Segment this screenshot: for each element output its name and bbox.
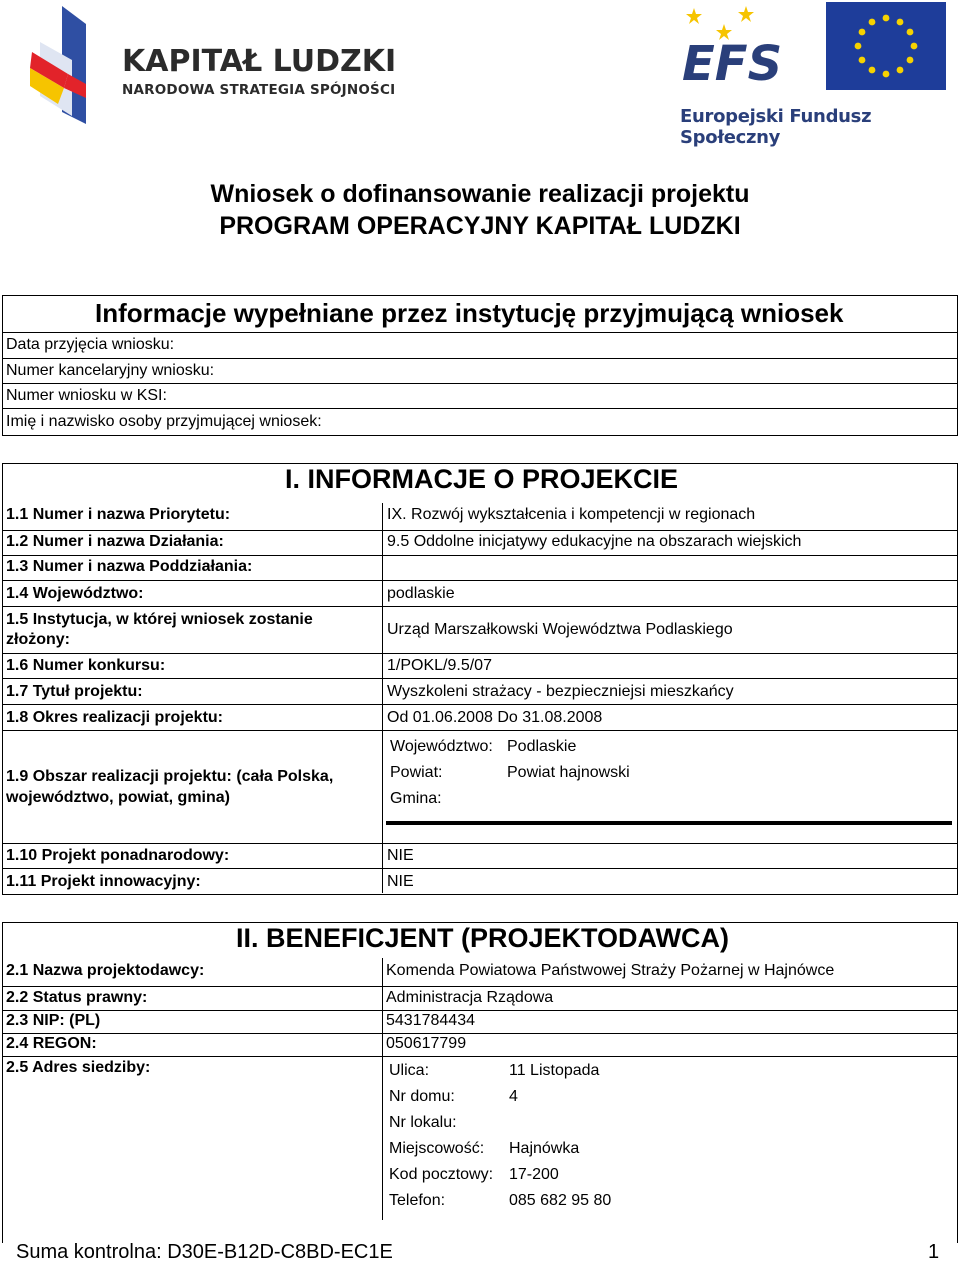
s1-label-1-5: 1.5 Instytucja, w której wniosek zostanie [6,611,313,628]
section1-header: I. INFORMACJE O PROJEKCIE [285,464,679,494]
s2-label-2-2: 2.2 Status prawny: [6,989,148,1006]
efs-emblem [680,2,820,92]
area-gmina-label: Gmina: [390,790,442,807]
s1-label-1-4: 1.4 Województwo: [6,585,144,602]
s1-value-1-5: Urząd Marszałkowski Województwa Podlaskiego [387,621,733,638]
s1-value-1-8: Od 01.06.2008 Do 31.08.2008 [387,709,603,726]
s1-label-1-7: 1.7 Tytuł projektu: [6,683,143,700]
s2-label-2-4: 2.4 REGON: [6,1035,97,1052]
document-title: Wniosek o dofinansowanie realizacji projektu [210,180,750,208]
eu-flag [826,2,946,90]
s1-label-1-6: 1.6 Numer konkursu: [6,657,166,674]
s1-label-1-1: 1.1 Numer i nazwa Priorytetu: [6,506,231,523]
footer-checksum: Suma kontrolna: D30E-B12D-C8BD-EC1E [16,1241,393,1263]
s1-label-1-10: 1.10 Projekt ponadnarodowy: [6,847,230,864]
svg-text:EFS: EFS [682,36,783,92]
program-title: PROGRAM OPERACYJNY KAPITAŁ LUDZKI [219,212,741,240]
s1-label-1-11: 1.11 Projekt innowacyjny: [6,873,201,890]
section2-header: II. BENEFICJENT (PROJEKTODAWCA) [236,923,730,953]
kapital-ludzki-title: KAPITAŁ LUDZKI [122,44,397,79]
addr-street-label: Ulica: [389,1062,430,1079]
intake-row-number: Numer kancelaryjny wniosku: [6,362,215,379]
kapital-ludzki-logo [28,4,118,129]
addr-phone-label: Telefon: [389,1192,446,1209]
area-woj-label: Województwo: [390,738,493,755]
addr-phone-value: 085 682 95 80 [509,1192,612,1209]
s2-label-2-5: 2.5 Adres siedziby: [6,1059,151,1076]
addr-house-label: Nr domu: [389,1088,455,1105]
addr-city-value: Hajnówka [509,1140,580,1157]
s1-value-1-10: NIE [387,847,414,864]
intake-header: Informacje wypełniane przez instytucję przyjmującą wniosek [95,298,844,328]
s1-label-1-9-cont: województwo, powiat, gmina) [6,789,230,806]
s1-label-1-8: 1.8 Okres realizacji projektu: [6,709,223,726]
s1-label-1-3: 1.3 Numer i nazwa Poddziałania: [6,558,253,575]
intake-row-person: Imię i nazwisko osoby przyjmującej wniosek: [6,413,322,430]
area-powiat-value: Powiat hajnowski [507,764,630,781]
s1-value-1-7: Wyszkoleni strażacy - bezpieczniejsi mieszkańcy [387,683,734,700]
s2-value-2-3: 5431784434 [386,1012,475,1029]
s2-value-2-1: Komenda Powiatowa Państwowej Straży Pożarnej w Hajnówce [386,962,835,979]
area-woj-value: Podlaskie [507,738,577,755]
s1-value-1-2: 9.5 Oddolne inicjatywy edukacyjne na obszarach wiejskich [387,533,802,550]
s2-value-2-2: Administracja Rządowa [386,989,554,1006]
kapital-ludzki-subtitle: NARODOWA STRATEGIA SPÓJNOŚCI [122,82,396,98]
kapital-ludzki-emblem [28,4,118,129]
addr-postal-label: Kod pocztowy: [389,1166,494,1183]
s1-label-1-9: 1.9 Obszar realizacji projektu: (cała Polska, [6,768,334,785]
addr-postal-value: 17-200 [509,1166,559,1183]
efs-logo [680,2,820,92]
s2-value-2-4: 050617799 [386,1035,467,1052]
s1-value-1-6: 1/POKL/9.5/07 [387,657,492,674]
intake-row-ksi: Numer wniosku w KSI: [6,387,167,404]
efs-subtitle: Europejski Fundusz Społeczny [680,106,872,148]
s2-label-2-3: 2.3 NIP: (PL) [6,1012,101,1029]
s1-value-1-4: podlaskie [387,585,455,602]
addr-city-label: Miejscowość: [389,1140,485,1157]
s1-label-1-2: 1.2 Numer i nazwa Działania: [6,533,224,550]
eu-flag-icon [826,2,946,90]
section1-box [2,463,958,895]
area-thick-rule [386,821,952,825]
s2-label-2-1: 2.1 Nazwa projektodawcy: [6,962,205,979]
addr-unit-label: Nr lokalu: [389,1114,457,1131]
intake-row-date: Data przyjęcia wniosku: [6,336,175,353]
addr-street-value: 11 Listopada [509,1062,600,1079]
addr-house-value: 4 [509,1088,518,1105]
area-powiat-label: Powiat: [390,764,443,781]
s1-value-1-1: IX. Rozwój wykształcenia i kompetencji w regionach [387,506,756,523]
s1-value-1-11: NIE [387,873,414,890]
footer-page-number: 1 [928,1241,940,1263]
s1-label-1-5-cont: złożony: [6,631,70,648]
